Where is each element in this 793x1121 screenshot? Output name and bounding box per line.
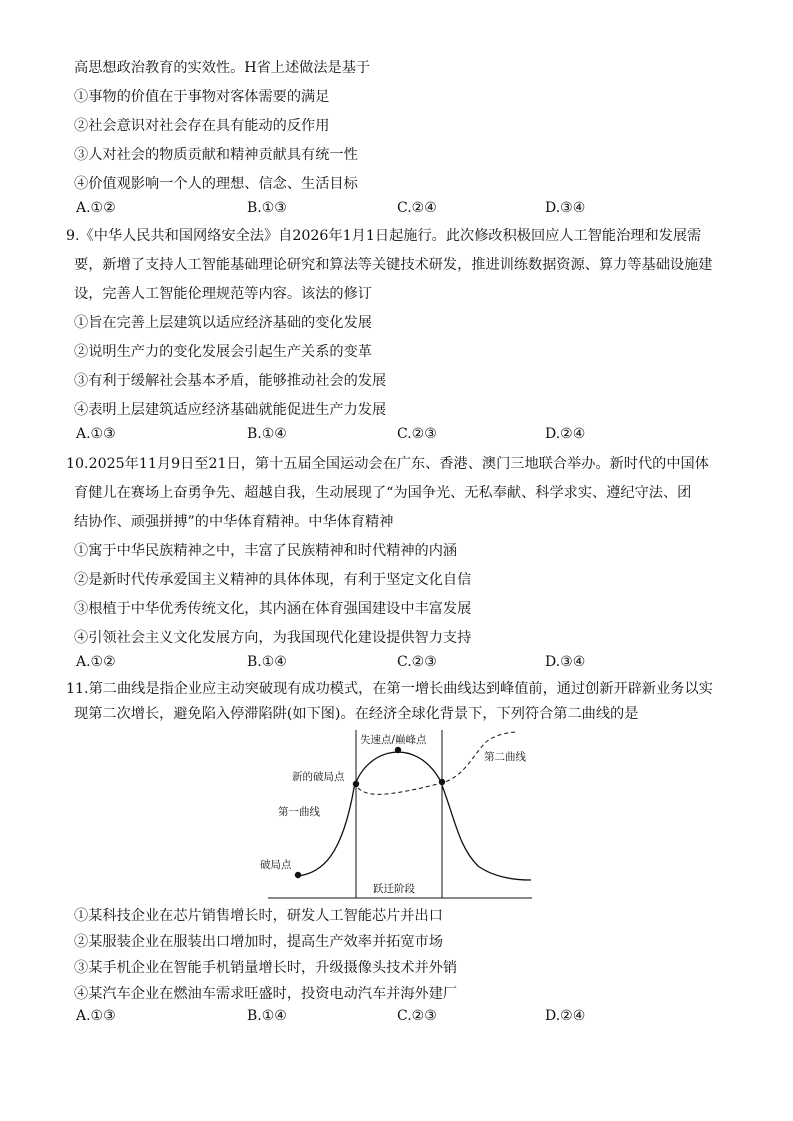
q9-option-b: B.①④ xyxy=(247,426,287,442)
q8-option-c: C.②④ xyxy=(397,200,437,216)
q9-statement-1: ①旨在完善上层建筑以适应经济基础的变化发展 xyxy=(74,315,372,331)
q10-option-a: A.①② xyxy=(76,654,116,670)
q8-option-b: B.①③ xyxy=(247,200,287,216)
intersection-dot xyxy=(439,779,445,785)
q9-statement-2: ②说明生产力的变化发展会引起生产关系的变革 xyxy=(74,344,372,360)
q8-option-a: A.①② xyxy=(76,200,116,216)
q8-option-d: D.③④ xyxy=(545,200,586,216)
q10-option-c: C.②③ xyxy=(397,654,437,670)
q11-statement-3: ③某手机企业在智能手机销量增长时，升级摄像头技术并外销 xyxy=(74,960,458,976)
breakpoint-dot xyxy=(295,872,301,878)
new-breakpoint-label: 新的破局点 xyxy=(292,771,345,783)
q10-statement-1: ①寓于中华民族精神之中，丰富了民族精神和时代精神的内涵 xyxy=(74,543,458,559)
leap-stage-label: 跃迁阶段 xyxy=(373,883,415,895)
q11-option-b: B.①④ xyxy=(247,1008,287,1024)
second-curve-label: 第二曲线 xyxy=(484,751,526,763)
second-curve-diagram xyxy=(250,728,540,900)
q11-option-a: A.①③ xyxy=(76,1008,116,1024)
q9-option-d: D.②④ xyxy=(545,426,586,442)
q9-stem-line-3: 设，完善人工智能伦理规范等内容。该法的修订 xyxy=(74,286,372,302)
q9-statement-3: ③有利于缓解社会基本矛盾，能够推动社会的发展 xyxy=(74,373,387,389)
q9-statement-4: ④表明上层建筑适应经济基础就能促进生产力发展 xyxy=(74,402,387,418)
q11-stem-line-1: 11.第二曲线是指企业应主动突破现有成功模式，在第一增长曲线达到峰值前，通过创新开辟新业务以实 xyxy=(66,681,713,697)
q10-statement-4: ④引领社会主义文化发展方向，为我国现代化建设提供智力支持 xyxy=(74,630,472,646)
peak-dot xyxy=(395,747,401,753)
q10-statement-3: ③根植于中华优秀传统文化，其内涵在体育强国建设中丰富发展 xyxy=(74,601,472,617)
q10-option-b: B.①④ xyxy=(247,654,287,670)
q10-statement-2: ②是新时代传承爱国主义精神的具体体现，有利于坚定文化自信 xyxy=(74,572,472,588)
q11-option-c: C.②③ xyxy=(397,1008,437,1024)
q10-stem-line-1: 10.2025年11月9日至21日，第十五届全国运动会在广东、香港、澳门三地联合举办。新时代的中国体 xyxy=(66,456,709,472)
q8-statement-3: ③人对社会的物质贡献和精神贡献具有统一性 xyxy=(74,147,358,163)
peak-label: 失速点/巅峰点 xyxy=(360,734,427,746)
q11-statement-1: ①某科技企业在芯片销售增长时，研发人工智能芯片并出口 xyxy=(74,908,443,924)
q8-stem-tail: 高思想政治教育的实效性。H省上述做法是基于 xyxy=(74,60,371,76)
breakpoint-label: 破局点 xyxy=(260,859,292,871)
q11-statement-4: ④某汽车企业在燃油车需求旺盛时，投资电动汽车并海外建厂 xyxy=(74,986,458,1002)
q9-option-c: C.②③ xyxy=(397,426,437,442)
q8-statement-1: ①事物的价值在于事物对客体需要的满足 xyxy=(74,89,330,105)
q9-stem-line-2: 要，新增了支持人工智能基础理论研究和算法等关键技术研发，推进训练数据资源、算力等基础设施建 xyxy=(74,257,713,273)
q10-stem-line-2: 育健儿在赛场上奋勇争先、超越自我，生动展现了“为国争光、无私奉献、科学求实、遵纪守法、团 xyxy=(74,485,692,501)
q8-statement-4: ④价值观影响一个人的理想、信念、生活目标 xyxy=(74,176,358,192)
q10-option-d: D.③④ xyxy=(545,654,586,670)
q11-option-d: D.②④ xyxy=(545,1008,586,1024)
new-breakpoint-dot xyxy=(353,781,359,787)
q10-stem-line-3: 结协作、顽强拼搏”的中华体育精神。中华体育精神 xyxy=(74,514,394,530)
q11-stem-line-2: 现第二次增长，避免陷入停滞陷阱(如下图)。在经济全球化背景下，下列符合第二曲线的是 xyxy=(74,706,639,722)
q8-statement-2: ②社会意识对社会存在具有能动的反作用 xyxy=(74,118,330,134)
first-curve-label: 第一曲线 xyxy=(278,806,320,818)
q9-stem-line-1: 9.《中华人民共和国网络安全法》自2026年1月1日起施行。此次修改积极回应人工智能治理和发展需 xyxy=(66,228,702,244)
q9-option-a: A.①③ xyxy=(76,426,116,442)
q11-statement-2: ②某服装企业在服装出口增加时，提高生产效率并拓宽市场 xyxy=(74,934,443,950)
